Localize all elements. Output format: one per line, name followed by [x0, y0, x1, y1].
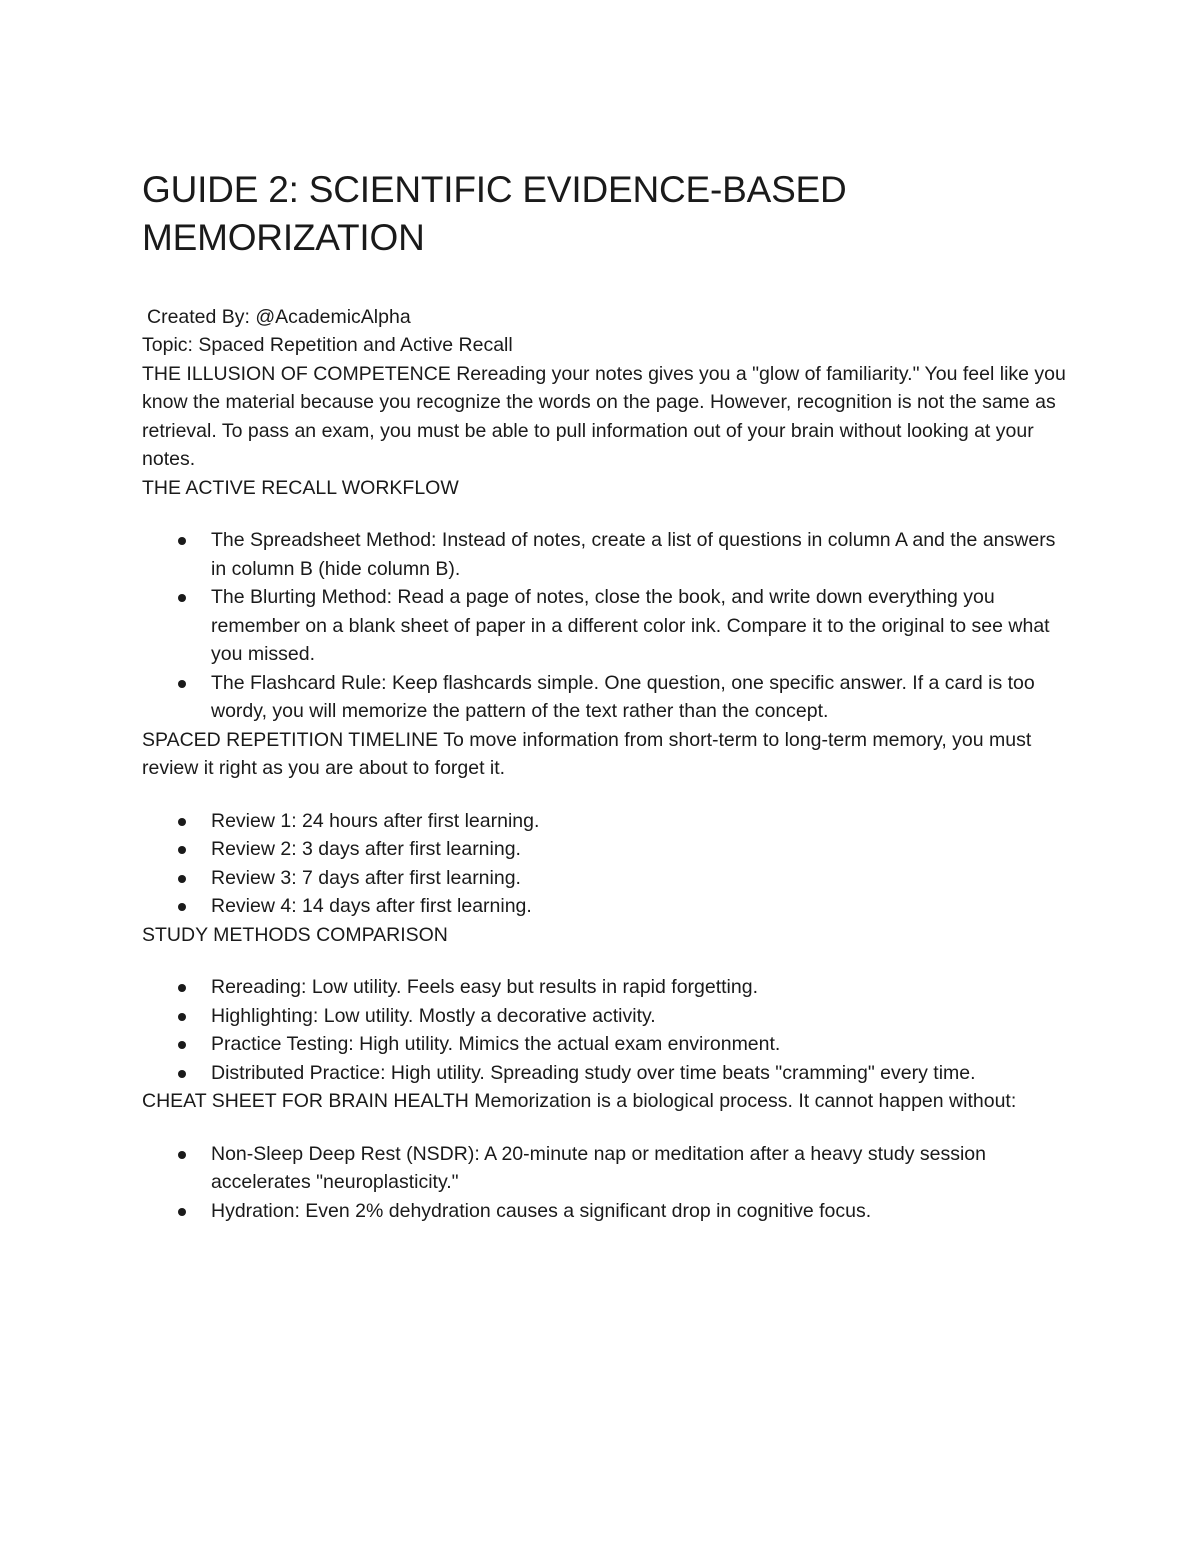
bullet-icon [178, 1208, 186, 1216]
bullet-icon [178, 818, 186, 826]
bullet-icon [178, 1151, 186, 1159]
bullet-icon [178, 984, 186, 992]
list-item [211, 1059, 1072, 1088]
list-item-text: Highlighting: Low utility. Mostly a decorative activity. [211, 1004, 656, 1027]
bullet-icon [178, 537, 186, 545]
list-item [211, 669, 1072, 726]
created-by-line: Created By: @AcademicAlpha [147, 306, 411, 328]
list-item-text: Review 2: 3 days after first learning. [211, 838, 521, 860]
topic-line: Topic: Spaced Repetition and Active Recall [142, 334, 513, 356]
bullet-icon [178, 903, 186, 911]
list-item [211, 583, 1072, 669]
list-item [211, 835, 1072, 864]
list-item-text: Practice Testing: High utility. Mimics the actual exam environment. [211, 1033, 781, 1055]
bullet-icon [178, 680, 186, 688]
list-item [211, 807, 1072, 836]
brain-health-list [142, 1140, 1072, 1226]
active-recall-heading: THE ACTIVE RECALL WORKFLOW [142, 476, 459, 499]
study-methods-list [142, 973, 1072, 1087]
list-item-text: Review 3: 7 days after first learning. [211, 866, 521, 889]
list-item [211, 1197, 1072, 1226]
list-item-text: The Spreadsheet Method: Instead of notes, create a list of questions in column A and the answers in column B (hide column B). [211, 529, 1056, 580]
bullet-icon [178, 875, 186, 883]
bullet-icon [178, 594, 186, 602]
list-item-text: Review 4: 14 days after first learning. [211, 895, 532, 917]
list-item [211, 973, 1072, 1002]
list-item [211, 1030, 1072, 1059]
bullet-icon [178, 1070, 186, 1078]
brain-health-heading: CHEAT SHEET FOR BRAIN HEALTH Memorization is a biological process. It cannot happen without: [142, 1090, 1017, 1112]
active-recall-list [142, 526, 1072, 726]
list-item [211, 892, 1072, 921]
list-item-text: Review 1: 24 hours after first learning. [211, 809, 540, 832]
list-item-text: Non-Sleep Deep Rest (NSDR): A 20-minute nap or meditation after a heavy study session accelerates "neuroplasticity." [211, 1142, 986, 1193]
list-item-text: Rereading: Low utility. Feels easy but results in rapid forgetting. [211, 976, 758, 998]
list-item-text: The Flashcard Rule: Keep flashcards simple. One question, one specific answer. If a card is too wordy, you will memorize the pattern of the text rather than the concept. [211, 671, 1035, 722]
list-item-text: The Blurting Method: Read a page of notes, close the book, and write down everything you remember on a blank sheet of paper in a different color ink. Compare it to the original to see what you missed. [211, 586, 1050, 665]
list-item [211, 526, 1072, 583]
list-item [211, 1140, 1072, 1197]
spaced-repetition-list [142, 807, 1072, 921]
bullet-icon [178, 846, 186, 854]
list-item-text: Distributed Practice: High utility. Spreading study over time beats "cramming" every time. [211, 1061, 976, 1084]
bullet-icon [178, 1013, 186, 1021]
study-methods-heading: STUDY METHODS COMPARISON [142, 923, 448, 946]
list-item [211, 1002, 1072, 1031]
bullet-icon [178, 1041, 186, 1049]
document-title: GUIDE 2: SCIENTIFIC EVIDENCE-BASED MEMORIZATION [142, 169, 847, 258]
spaced-repetition-heading: SPACED REPETITION TIMELINE To move information from short-term to long-term memory, you must review it right as you are about to forget it. [142, 728, 1032, 779]
illusion-paragraph: THE ILLUSION OF COMPETENCE Rereading your notes gives you a "glow of familiarity." You feel like you know the material because you recognize the words on the page. However, recognition is not the same as retrieval. To pass an exam, you must be able to pull information out of your brain without looking at your notes. [142, 362, 1066, 470]
list-item-text: Hydration: Even 2% dehydration causes a significant drop in cognitive focus. [211, 1199, 872, 1222]
document-page [142, 166, 1072, 1225]
list-item [211, 864, 1072, 893]
